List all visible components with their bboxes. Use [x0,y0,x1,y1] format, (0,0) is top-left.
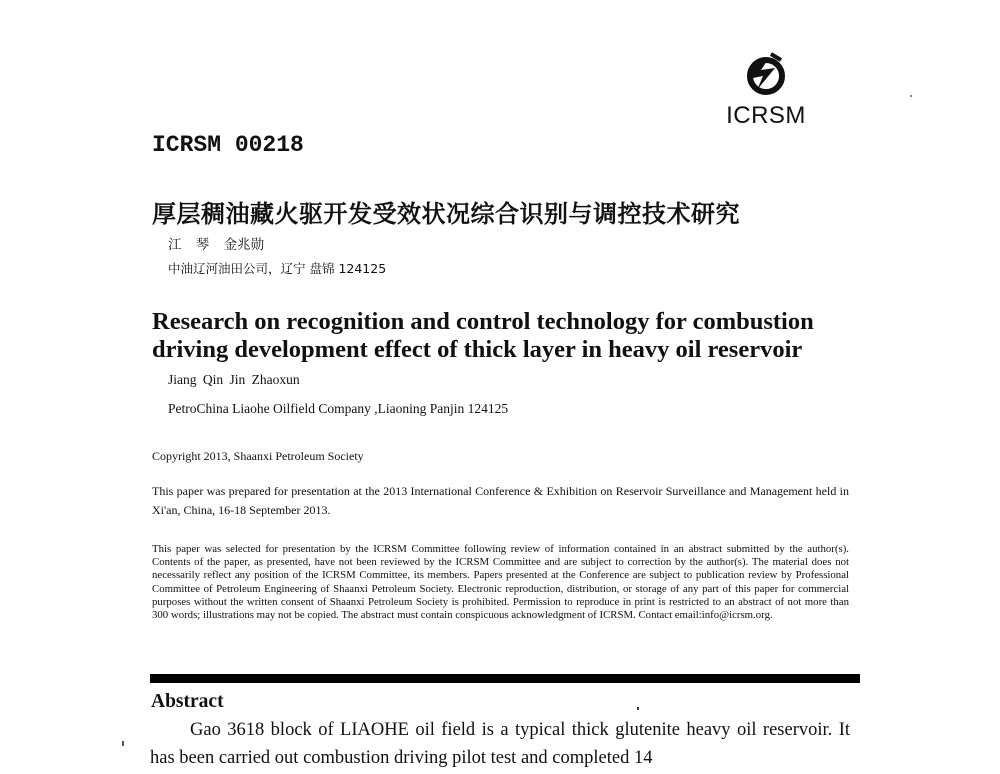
scan-speck [910,95,912,97]
abstract-body: Gao 3618 block of LIAOHE oil field is a typical thick glutenite heavy oil reservoir. It has been carried out combustion driving pilot test and completed 14 [150,720,850,768]
scan-speck [637,707,639,710]
chinese-affiliation: 中油辽河油田公司，辽宁 盘锦 124125 [168,261,387,276]
scan-speck [122,741,124,746]
copyright-notice: Copyright 2013, Shaanxi Petroleum Society [152,449,364,463]
icrsm-logo [716,50,816,130]
section-divider [150,674,860,683]
english-title: Research on recognition and control technology for combustion driving development effect of thick layer in heavy oil reservoir [152,308,814,363]
prepared-note: This paper was prepared for presentation at the 2013 International Conference & Exhibition on Reservoir Surveillance and Management held in Xi'an, China, 16-18 September 2013. [152,484,849,517]
chinese-title: 厚层稠油藏火驱开发受效状况综合识别与调控技术研究 [152,200,740,228]
abstract-heading: Abstract [151,691,224,712]
disclaimer-paragraph: This paper was selected for presentation by the ICRSM Committee following review of information contained in an abstract submitted by the author(s). Contents of the paper, as presented, have not been reviewed by the ICRSM Committee and are subject to correction by the author(s). The material does not necessarily reflect any position of the ICRSM Committee, its members. Papers presented at the Conference are subject to publication review by Professional Committee of Petroleum Engineering of Shaanxi Petroleum Society. Electronic reproduction, distribution, or storage of any part of this paper for commercial purposes without the written consent of Shaanxi Petroleum Society is prohibited. Permission to reproduce in print is restricted to an abstract of not more than 300 words; illustrations may not be copied. The abstract must contain conspicuous acknowledgment of ICRSM. Contact email:info@icrsm.org. [152,543,849,622]
english-affiliation: PetroChina Liaohe Oilfield Company ,Liaoning Panjin 124125 [168,401,509,416]
english-authors: Jiang Qin Jin Zhaoxun [168,372,300,387]
paper-id: ICRSM 00218 [152,132,304,158]
logo-text: ICRSM [726,102,806,129]
chinese-authors: 江 琴 金兆勋 [168,237,265,253]
icrsm-swirl-icon [741,50,791,100]
